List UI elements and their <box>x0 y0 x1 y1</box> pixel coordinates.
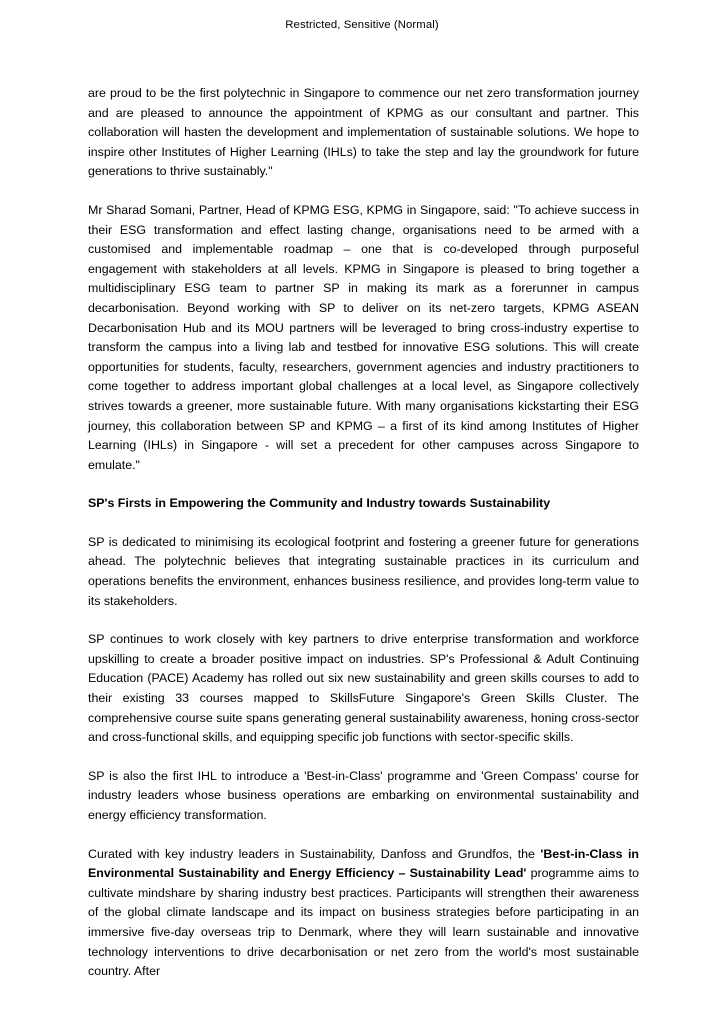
para-best-in-class-intro: SP is also the first IHL to introduce a 'Best-in-Class' programme and 'Green Compass' course for industry leaders whose business operations are embarking on environmental sustainability and energy efficiency transformation. <box>88 768 639 822</box>
para-sharad-somani-quote: Mr Sharad Somani, Partner, Head of KPMG ESG, KPMG in Singapore, said: "To achieve success in their ESG transformation and effect lasting change, organisations need to be armed with a customised and implementable roadmap – one that is co-developed through purposeful engagement with stakeholders at all levels. KPMG in Singapore is pleased to bring together a multidisciplinary ESG team to partner SP in making its mark as a forerunner in campus decarbonisation. Beyond working with SP to deliver on its net-zero targets, KPMG ASEAN Decarbonisation Hub and its MOU partners will be leveraged to bring cross-industry expertise to transform the campus into a living lab and testbed for innovative ESG solutions. This will create opportunities for students, faculty, researchers, government agencies and industry practitioners to come together to address important global challenges at a local level, as Singapore collectively strives towards a greener, more sustainable future. With many organisations kickstarting their ESG journey, this collaboration between SP and KPMG – a first of its kind among Institutes of Higher Learning (IHLs) in Singapore - will set a precedent for other campuses across Singapore to emulate." <box>88 202 639 472</box>
heading-sp-firsts: SP's Firsts in Empowering the Community and Industry towards Sustainability <box>88 496 551 511</box>
classification-header: Restricted, Sensitive (Normal) <box>285 19 439 31</box>
para-curated-denmark-run-0: Curated with key industry leaders in Sustainability, Danfoss and Grundfos, the <box>88 846 541 861</box>
document-body <box>88 84 639 982</box>
para-curated-denmark-run-2: programme aims to cultivate mindshare by sharing industry best practices. Participants will strengthen their awareness of the global climate landscape and its impact on business strategies before participating in an immersive five-day overseas trip to Denmark, where they will learn sustainable and innovative technology interventions to drive decarbonisation or net zero from the world's most sustainable country. After <box>88 866 639 979</box>
para-pace-academy: SP continues to work closely with key partners to drive enterprise transformation and workforce upskilling to create a broader positive impact on industries. SP's Professional & Adult Continuing Education (PACE) Academy has rolled out six new sustainability and green skills courses to add to their existing 33 courses mapped to SkillsFuture Singapore's Green Skills Cluster. The comprehensive course suite spans generating general sustainability awareness, honing cross-sector and cross-functional skills, and equipping specific job functions with sector-specific skills. <box>88 632 639 745</box>
para-curated-denmark <box>88 845 639 982</box>
para-ecological-footprint: SP is dedicated to minimising its ecological footprint and fostering a greener future for generations ahead. The polytechnic believes that integrating sustainable practices in its curriculum and operations benefits the environment, enhances business resilience, and provides long-term value to its stakeholders. <box>88 534 639 608</box>
para-curated-denmark-run-1: 'Best-in-Class in Environmental Sustainability and Energy Efficiency – Sustainability Lead' <box>88 846 639 881</box>
para-net-zero-journey: are proud to be the first polytechnic in Singapore to commence our net zero transformation journey and are pleased to announce the appointment of KPMG as our consultant and partner. This collaboration will hasten the development and implementation of sustainable solutions. We hope to inspire other Institutes of Higher Learning (IHLs) to take the step and lay the groundwork for future generations to thrive sustainably." <box>88 86 639 179</box>
